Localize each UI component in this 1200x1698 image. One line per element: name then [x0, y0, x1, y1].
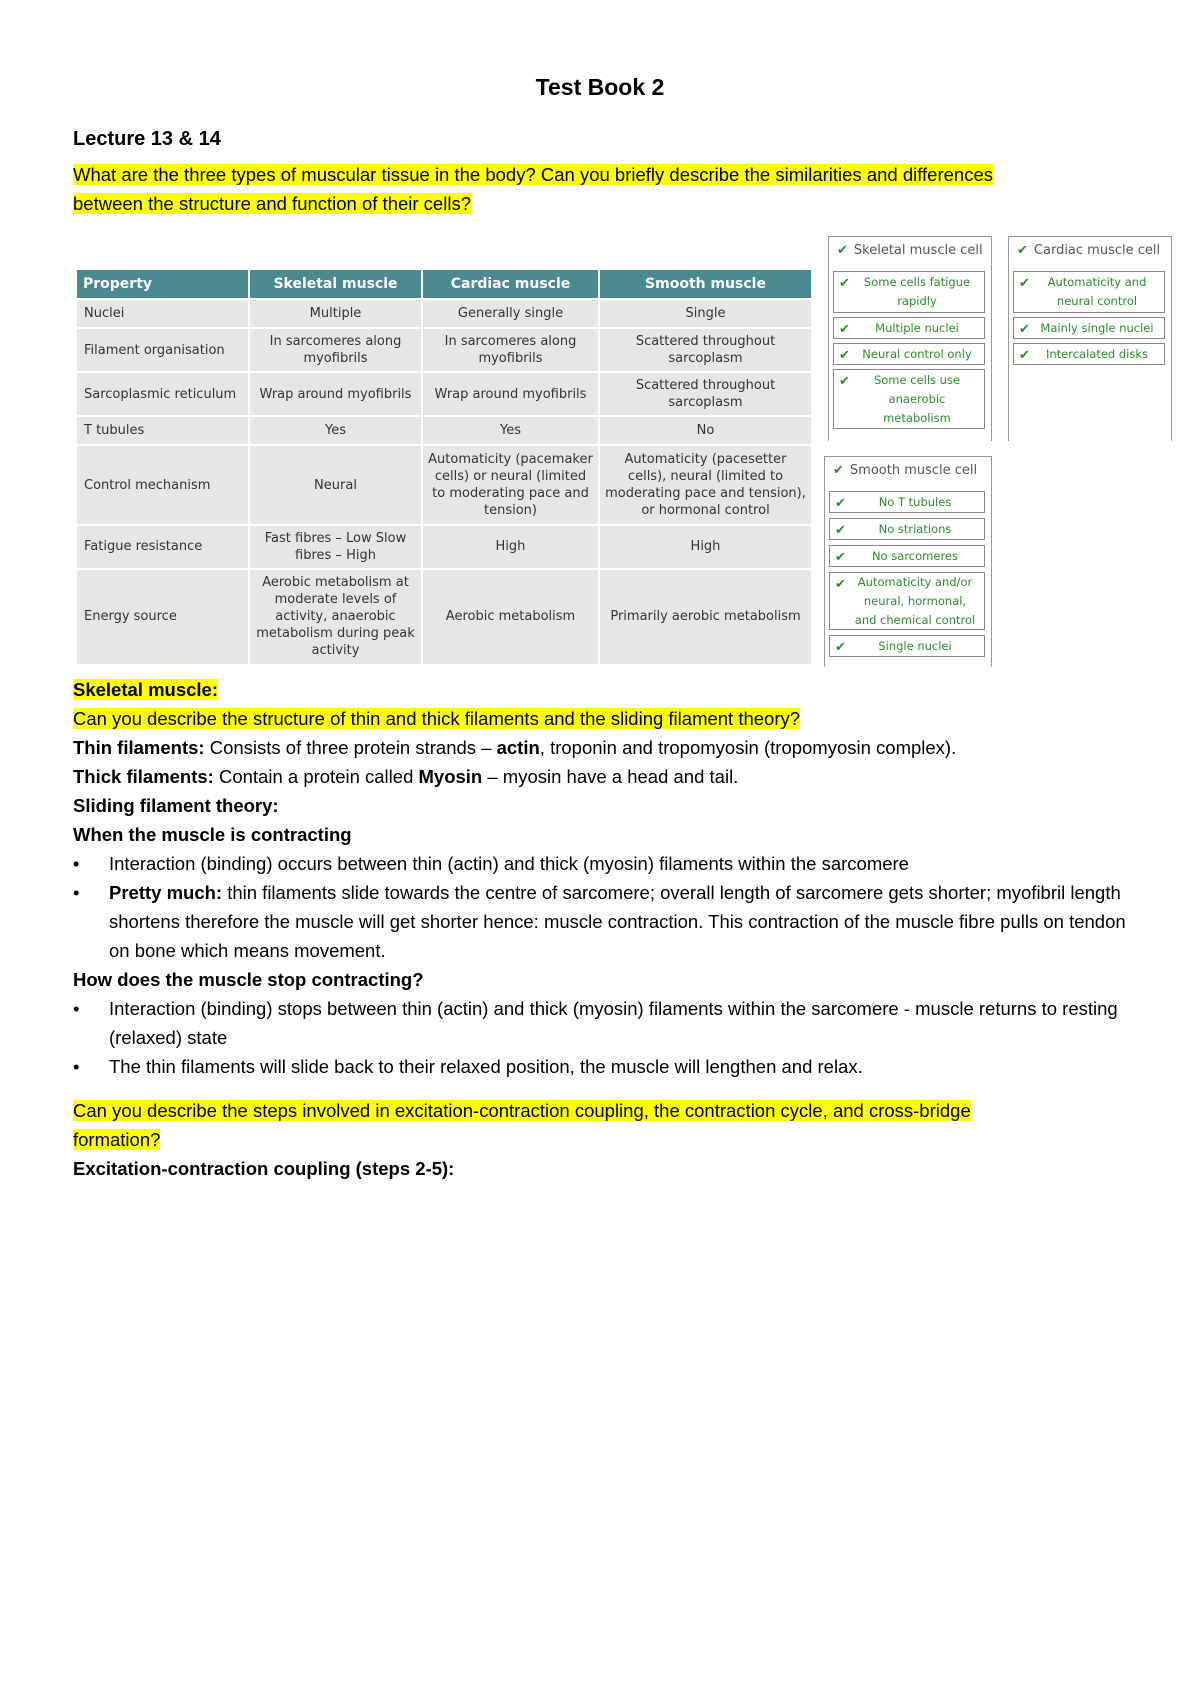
panel-title	[833, 463, 977, 478]
table-cell: Fatigue resistance	[76, 525, 249, 569]
table-header-cell: Skeletal muscle	[249, 269, 422, 299]
panel-item	[829, 491, 985, 513]
panel-item	[833, 271, 985, 313]
thin-label: Thin filaments:	[73, 737, 205, 758]
skeletal-cell-panel	[828, 236, 992, 441]
bullet-icon: •	[73, 1056, 80, 1077]
panel-title	[837, 243, 983, 258]
check-icon: ✔	[837, 243, 848, 258]
table-cell: High	[599, 525, 812, 569]
list-item-text: Interaction (binding) occurs between thin (actin) and thick (myosin) filaments within the sarcomere	[109, 853, 909, 874]
panel-item	[829, 545, 985, 567]
check-icon: ✔	[833, 463, 844, 478]
panel-item-text: Neural control only	[862, 346, 972, 361]
question-line-2: between the structure and function of their cells?	[73, 193, 471, 214]
filament-question	[73, 704, 800, 733]
table-cell: Generally single	[422, 299, 599, 328]
cardiac-cell-panel	[1008, 236, 1172, 441]
panel-item-text: No T tubules	[878, 494, 952, 509]
panel-item	[829, 635, 985, 657]
table-cell: Aerobic metabolism at moderate levels of activity, anaerobic metabolism during peak activity	[249, 569, 422, 665]
thin-text: , troponin and tropomyosin (tropomyosin complex).	[539, 737, 957, 758]
table-cell: Scattered throughout sarcoplasm	[599, 328, 812, 372]
table-cell: Wrap around myofibrils	[422, 372, 599, 416]
panel-item-text: No sarcomeres	[872, 548, 958, 563]
thick-text: Contain a protein called	[213, 766, 419, 787]
thin-text: Consists of three protein strands –	[204, 737, 497, 758]
panel-item	[829, 518, 985, 540]
table-cell: No	[599, 416, 812, 445]
list-item-label: Pretty much:	[109, 882, 223, 903]
check-icon: ✔	[1019, 348, 1030, 363]
table-cell: Primarily aerobic metabolism	[599, 569, 812, 665]
panel-item-text: Some cells fatigue rapidly	[863, 275, 971, 308]
myosin-term: Myosin	[418, 766, 483, 787]
list-item-text: thin filaments slide towards the centre of sarcomere; overall length of sarcomere gets shorter; myofibril length shortens therefore the muscle will get shorter hence: muscle contraction. This contraction of the muscle fibre pulls on tendon on bone which means movement.	[109, 882, 1126, 961]
panel-item-text: Single nuclei	[878, 638, 952, 653]
panel-item-text: Automaticity and neural control	[1047, 275, 1147, 308]
bullet-icon: •	[73, 882, 80, 903]
table-cell: Control mechanism	[76, 445, 249, 524]
panel-item	[833, 317, 985, 339]
question-muscle-types	[73, 160, 993, 218]
check-icon: ✔	[835, 550, 846, 565]
table-header-cell: Cardiac muscle	[422, 269, 599, 299]
table-header-cell: Smooth muscle	[599, 269, 812, 299]
filament-question-text: Can you describe the structure of thin and thick filaments and the sliding filament theory?	[73, 708, 801, 729]
table-row	[76, 372, 812, 416]
ec-question-line-2: formation?	[73, 1129, 161, 1150]
check-icon: ✔	[835, 496, 846, 511]
panel-item-text: Automaticity and/or neural, hormonal, and chemical control	[854, 574, 976, 627]
table-row	[76, 299, 812, 328]
table-cell: Yes	[249, 416, 422, 445]
ec-question	[73, 1096, 971, 1154]
panel-item-text: Multiple nuclei	[875, 320, 959, 335]
list-item	[73, 994, 1133, 1052]
check-icon: ✔	[839, 348, 850, 363]
panel-item	[1013, 317, 1165, 339]
bullet-icon: •	[73, 998, 80, 1019]
check-icon: ✔	[835, 523, 846, 538]
panel-title	[1017, 243, 1160, 258]
check-icon: ✔	[835, 640, 846, 655]
table-cell: Sarcoplasmic reticulum	[76, 372, 249, 416]
check-icon: ✔	[1019, 322, 1030, 337]
table-cell: Filament organisation	[76, 328, 249, 372]
table-cell: Fast fibres – Low Slow fibres – High	[249, 525, 422, 569]
list-item	[73, 849, 1133, 878]
table-row	[76, 525, 812, 569]
panel-item-text: Intercalated disks	[1045, 346, 1149, 361]
ec-heading: Excitation-contraction coupling (steps 2-5):	[73, 1158, 455, 1179]
table-cell: In sarcomeres along myofibrils	[249, 328, 422, 372]
table-cell: Multiple	[249, 299, 422, 328]
muscle-property-table	[75, 268, 813, 666]
panel-title-text: Smooth muscle cell	[849, 463, 978, 478]
check-icon: ✔	[835, 577, 846, 592]
page-title: Test Book 2	[535, 74, 665, 100]
table-cell: Yes	[422, 416, 599, 445]
table-cell: Wrap around myofibrils	[249, 372, 422, 416]
skeletal-heading	[73, 675, 218, 704]
lecture-heading: Lecture 13 & 14	[73, 128, 221, 150]
list-item-text: Interaction (binding) stops between thin (actin) and thick (myosin) filaments within the sarcomere - muscle returns to resting (relaxed) state	[109, 998, 1118, 1048]
bullet-icon: •	[73, 853, 80, 874]
table-header-cell: Property	[76, 269, 249, 299]
check-icon: ✔	[839, 276, 850, 291]
table-cell: Aerobic metabolism	[422, 569, 599, 665]
contracting-heading: When the muscle is contracting	[73, 824, 352, 845]
table-row	[76, 328, 812, 372]
table-cell: Automaticity (pacesetter cells), neural (limited to moderating pace and tension), or hormonal control	[599, 445, 812, 524]
table-cell: T tubules	[76, 416, 249, 445]
table-cell: Energy source	[76, 569, 249, 665]
ec-question-line-1: Can you describe the steps involved in excitation-contraction coupling, the contraction cycle, and cross-bridge	[73, 1100, 971, 1121]
skeletal-heading-text: Skeletal muscle:	[73, 679, 218, 700]
panel-item	[829, 572, 985, 630]
table-cell: High	[422, 525, 599, 569]
table-cell: Automaticity (pacemaker cells) or neural (limited to moderating pace and tension)	[422, 445, 599, 524]
panel-title-text: Cardiac muscle cell	[1033, 243, 1161, 258]
thick-filaments-line	[73, 762, 738, 791]
panel-item	[833, 369, 985, 429]
table-cell: In sarcomeres along myofibrils	[422, 328, 599, 372]
thick-label: Thick filaments:	[73, 766, 214, 787]
list-item-text: The thin filaments will slide back to their relaxed position, the muscle will lengthen and relax.	[109, 1056, 863, 1077]
panel-item-text: No striations	[878, 521, 952, 536]
panel-item-text: Mainly single nuclei	[1040, 320, 1154, 335]
thin-filaments-line	[73, 733, 956, 762]
stop-heading: How does the muscle stop contracting?	[73, 969, 424, 990]
table-row	[76, 445, 812, 524]
table-cell: Scattered throughout sarcoplasm	[599, 372, 812, 416]
panel-title-text: Skeletal muscle cell	[853, 243, 983, 258]
panel-item	[833, 343, 985, 365]
check-icon: ✔	[1017, 243, 1028, 258]
contracting-list	[73, 849, 1133, 965]
panel-item-text: Some cells use anaerobic metabolism	[873, 372, 961, 425]
smooth-cell-panel	[824, 456, 992, 667]
panel-item	[1013, 343, 1165, 365]
sliding-heading: Sliding filament theory:	[73, 795, 279, 816]
check-icon: ✔	[839, 374, 850, 389]
table-row	[76, 416, 812, 445]
stop-list	[73, 994, 1133, 1081]
table-cell: Single	[599, 299, 812, 328]
panel-item	[1013, 271, 1165, 313]
list-item	[73, 1052, 1133, 1081]
actin-term: actin	[496, 737, 540, 758]
check-icon: ✔	[839, 322, 850, 337]
table-header-row	[76, 269, 812, 299]
table-cell: Neural	[249, 445, 422, 524]
list-item	[73, 878, 1133, 965]
table-cell: Nuclei	[76, 299, 249, 328]
thick-text: – myosin have a head and tail.	[482, 766, 739, 787]
question-line-1: What are the three types of muscular tissue in the body? Can you briefly describe the similarities and differences	[73, 164, 993, 185]
table-row	[76, 569, 812, 665]
check-icon: ✔	[1019, 276, 1030, 291]
